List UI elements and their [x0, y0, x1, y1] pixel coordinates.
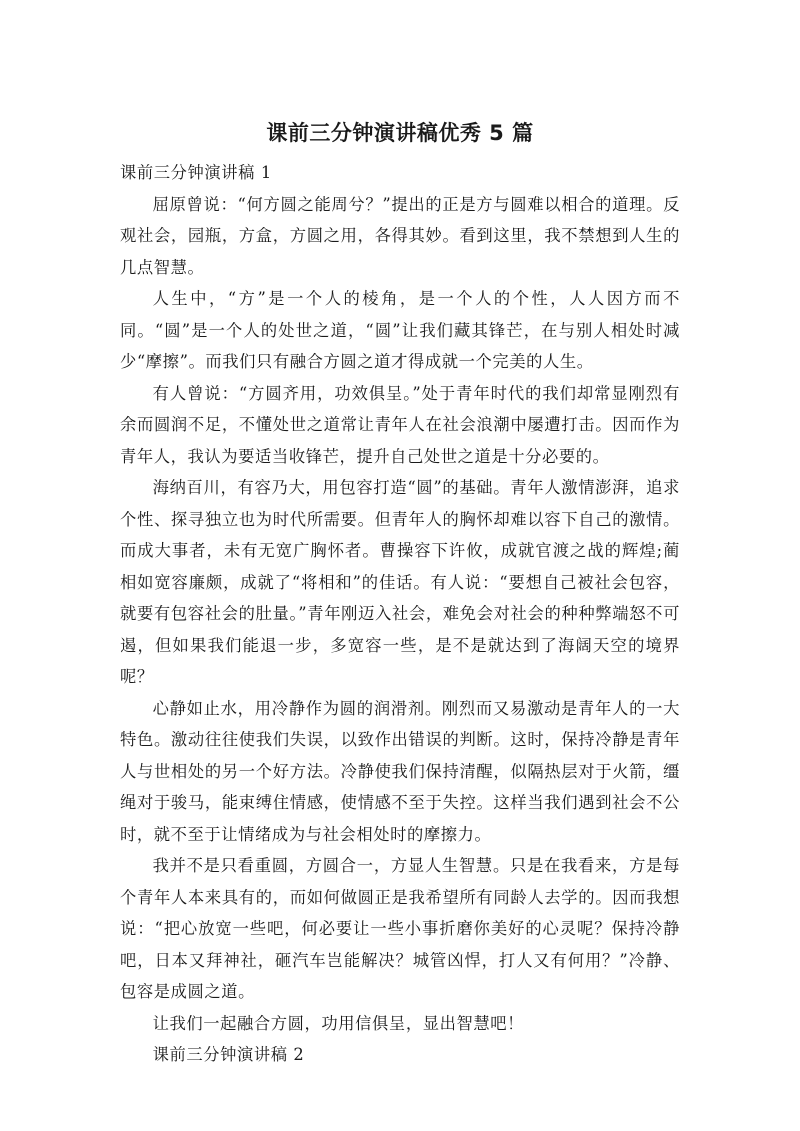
section-heading-1: 课前三分钟演讲稿 1: [120, 163, 272, 182]
paragraph-7: 让我们一起融合方圆，功用信俱呈，显出智慧吧！: [152, 1013, 524, 1033]
document-body: [120, 157, 680, 1071]
section-heading-2: 课前三分钟演讲稿 2: [152, 1045, 305, 1064]
paragraph-2: 人生中，“方”是一个人的棱角，是一个人的个性，人人因方而不同。“圆”是一个人的处世之道，“圆”让我们藏其锋芒，在与别人相处时减少“摩擦”。而我们只有融合方圆之道才得成就一个完美的人生。: [120, 289, 680, 371]
document-title: 课前三分钟演讲稿优秀 5 篇: [266, 121, 534, 145]
paragraph-6: 我并不是只看重圆，方圆合一，方显人生智慧。只是在我看来，方是每个青年人本来具有的，而如何做圆正是我希望所有同龄人去学的。因而我想说：“把心放宽一些吧，何必要让一些小事折磨你美好的心灵呢？保持冷静吧，日本又拜神社，砸汽车岂能解决？城管凶悍，打人又有何用？”冷静、包容是成圆之道。: [120, 856, 680, 1001]
paragraph-4: 海纳百川，有容乃大，用包容打造“圆”的基础。青年人激情澎湃，追求个性、探寻独立也为时代所需要。但青年人的胸怀却难以容下自己的激情。而成大事者，未有无宽广胸怀者。曹操容下许攸，成就官渡之战的辉煌;蔺相如宽容廉颇，成就了“将相和”的佳话。有人说：“要想自己被社会包容，就要有包容社会的肚量。”青年刚迈入社会，难免会对社会的种种弊端怒不可遏，但如果我们能退一步，多宽容一些，是不是就达到了海阔天空的境界呢？: [120, 478, 680, 686]
paragraph-1: 屈原曾说：“何方圆之能周兮？”提出的正是方与圆难以相合的道理。反观社会，园瓶，方盒，方圆之用，各得其妙。看到这里，我不禁想到人生的几点智慧。: [120, 194, 680, 277]
paragraph-5: 心静如止水，用冷静作为圆的润滑剂。刚烈而又易激动是青年人的一大特色。激动往往使我们失误，以致作出错误的判断。这时，保持冷静是青年人与世相处的另一个好方法。冷静使我们保持清醒，似隔热层对于火箭，缰绳对于骏马，能束缚住情感，使情感不至于失控。这样当我们遇到社会不公时，就不至于让情绪成为与社会相处时的摩擦力。: [120, 698, 680, 844]
paragraph-3: 有人曾说：“方圆齐用，功效俱呈。”处于青年时代的我们却常显刚烈有余而圆润不足，不懂处世之道常让青年人在社会浪潮中屡遭打击。因而作为青年人，我认为要适当收锋芒，提升自己处世之道是十分必要的。: [120, 383, 680, 466]
